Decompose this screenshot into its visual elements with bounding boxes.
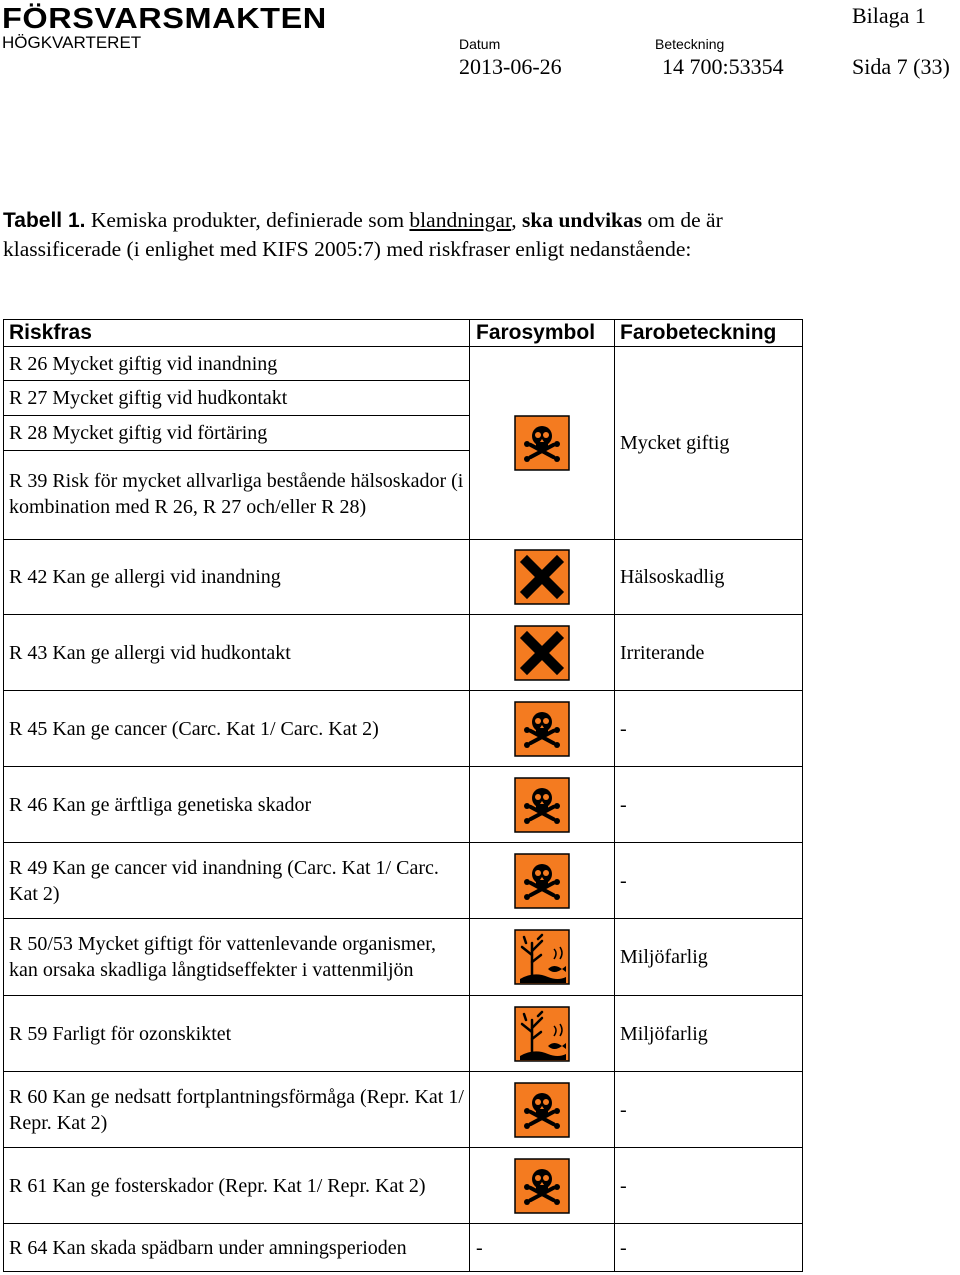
risk-phrase-cell: R 59 Farligt för ozonskiktet bbox=[4, 996, 470, 1072]
date-label: Datum bbox=[459, 36, 501, 52]
table-row bbox=[4, 919, 803, 996]
table-row bbox=[4, 615, 803, 691]
unit-name: HÖGKVARTERET bbox=[2, 33, 142, 52]
table-row bbox=[4, 540, 803, 615]
intro-underlined: blandningar bbox=[409, 208, 512, 232]
designation-cell: - bbox=[615, 691, 803, 767]
symbol-cell bbox=[470, 919, 615, 996]
intro-comma: , bbox=[511, 208, 517, 232]
skull-icon bbox=[514, 1082, 570, 1138]
cross-icon bbox=[514, 549, 570, 605]
header-farosymbol: Farosymbol bbox=[470, 320, 615, 347]
risk-phrase-cell: R 50/53 Mycket giftigt för vattenlevande organismer, kan orsaka skadliga långtidseffekter i vattenmiljön bbox=[4, 919, 470, 996]
designation-cell: - bbox=[615, 1072, 803, 1148]
risk-phrase-cell: R 43 Kan ge allergi vid hudkontakt bbox=[4, 615, 470, 691]
risk-phrase-cell: R 64 Kan skada spädbarn under amningsperioden bbox=[4, 1224, 470, 1272]
risk-phrase-cell: R 45 Kan ge cancer (Carc. Kat 1/ Carc. Kat 2) bbox=[4, 691, 470, 767]
table-row bbox=[4, 691, 803, 767]
header-farobeteckning: Farobeteckning bbox=[615, 320, 803, 347]
table-row bbox=[4, 1072, 803, 1148]
designation-cell: Miljöfarlig bbox=[615, 996, 803, 1072]
symbol-cell bbox=[470, 615, 615, 691]
org-logo: FÖRSVARSMAKTEN bbox=[2, 3, 327, 35]
intro-text-2: om de är klassificerade (i enlighet med KIFS 2005:7) med riskfraser enligt nedanstående: bbox=[3, 208, 723, 261]
table-header-row bbox=[4, 320, 803, 347]
table-row bbox=[4, 347, 803, 381]
intro-text-1: Kemiska produkter, definierade som bbox=[90, 208, 405, 232]
header-riskfras: Riskfras bbox=[4, 320, 470, 347]
doc-date: 2013-06-26 bbox=[459, 54, 562, 79]
symbol-cell bbox=[470, 996, 615, 1072]
doc-reference: 14 700:53354 bbox=[662, 54, 784, 79]
risk-phrase-cell: R 27 Mycket giftig vid hudkontakt bbox=[4, 381, 470, 416]
risk-phrase-cell: R 42 Kan ge allergi vid inandning bbox=[4, 540, 470, 615]
dead-tree-fish-icon bbox=[514, 1006, 570, 1062]
symbol-cell bbox=[470, 843, 615, 919]
risk-phrase-cell: R 46 Kan ge ärftliga genetiska skador bbox=[4, 767, 470, 843]
designation-cell: Irriterande bbox=[615, 615, 803, 691]
table-row bbox=[4, 1148, 803, 1224]
designation-cell: Hälsoskadlig bbox=[615, 540, 803, 615]
designation-cell: - bbox=[615, 1148, 803, 1224]
ref-label: Beteckning bbox=[655, 36, 725, 52]
risk-phrase-table bbox=[3, 319, 803, 1272]
designation-cell: Mycket giftig bbox=[615, 347, 803, 540]
designation-cell: Miljöfarlig bbox=[615, 919, 803, 996]
intro-emphasis: ska undvikas bbox=[522, 208, 643, 232]
skull-icon bbox=[514, 1158, 570, 1214]
risk-phrase-cell: R 61 Kan ge fosterskador (Repr. Kat 1/ Repr. Kat 2) bbox=[4, 1148, 470, 1224]
symbol-cell bbox=[470, 540, 615, 615]
symbol-cell bbox=[470, 691, 615, 767]
table-row bbox=[4, 843, 803, 919]
symbol-cell: - bbox=[470, 1224, 615, 1272]
risk-phrase-cell: R 39 Risk för mycket allvarliga bestående hälsoskador (i kombination med R 26, R 27 och/eller R 28) bbox=[4, 451, 470, 540]
risk-phrase-cell: R 60 Kan ge nedsatt fortplantningsförmåga (Repr. Kat 1/ Repr. Kat 2) bbox=[4, 1072, 470, 1148]
symbol-cell bbox=[470, 1072, 615, 1148]
designation-cell: - bbox=[615, 1224, 803, 1272]
intro-paragraph bbox=[3, 206, 833, 263]
table-row bbox=[4, 1224, 803, 1272]
skull-icon bbox=[514, 415, 570, 471]
risk-phrase-cell: R 49 Kan ge cancer vid inandning (Carc. Kat 1/ Carc. Kat 2) bbox=[4, 843, 470, 919]
skull-icon bbox=[514, 701, 570, 757]
appendix-label: Bilaga 1 bbox=[852, 3, 926, 28]
skull-icon bbox=[514, 853, 570, 909]
table-number: Tabell 1. bbox=[3, 209, 86, 232]
symbol-cell bbox=[470, 1148, 615, 1224]
page-number: Sida 7 (33) bbox=[852, 54, 950, 79]
symbol-cell bbox=[470, 347, 615, 540]
table-row bbox=[4, 996, 803, 1072]
designation-cell: - bbox=[615, 843, 803, 919]
table-row bbox=[4, 767, 803, 843]
dead-tree-fish-icon bbox=[514, 929, 570, 985]
cross-icon bbox=[514, 625, 570, 681]
symbol-cell bbox=[470, 767, 615, 843]
skull-icon bbox=[514, 777, 570, 833]
risk-phrase-cell: R 26 Mycket giftig vid inandning bbox=[4, 347, 470, 381]
designation-cell: - bbox=[615, 767, 803, 843]
risk-phrase-cell: R 28 Mycket giftig vid förtäring bbox=[4, 416, 470, 451]
